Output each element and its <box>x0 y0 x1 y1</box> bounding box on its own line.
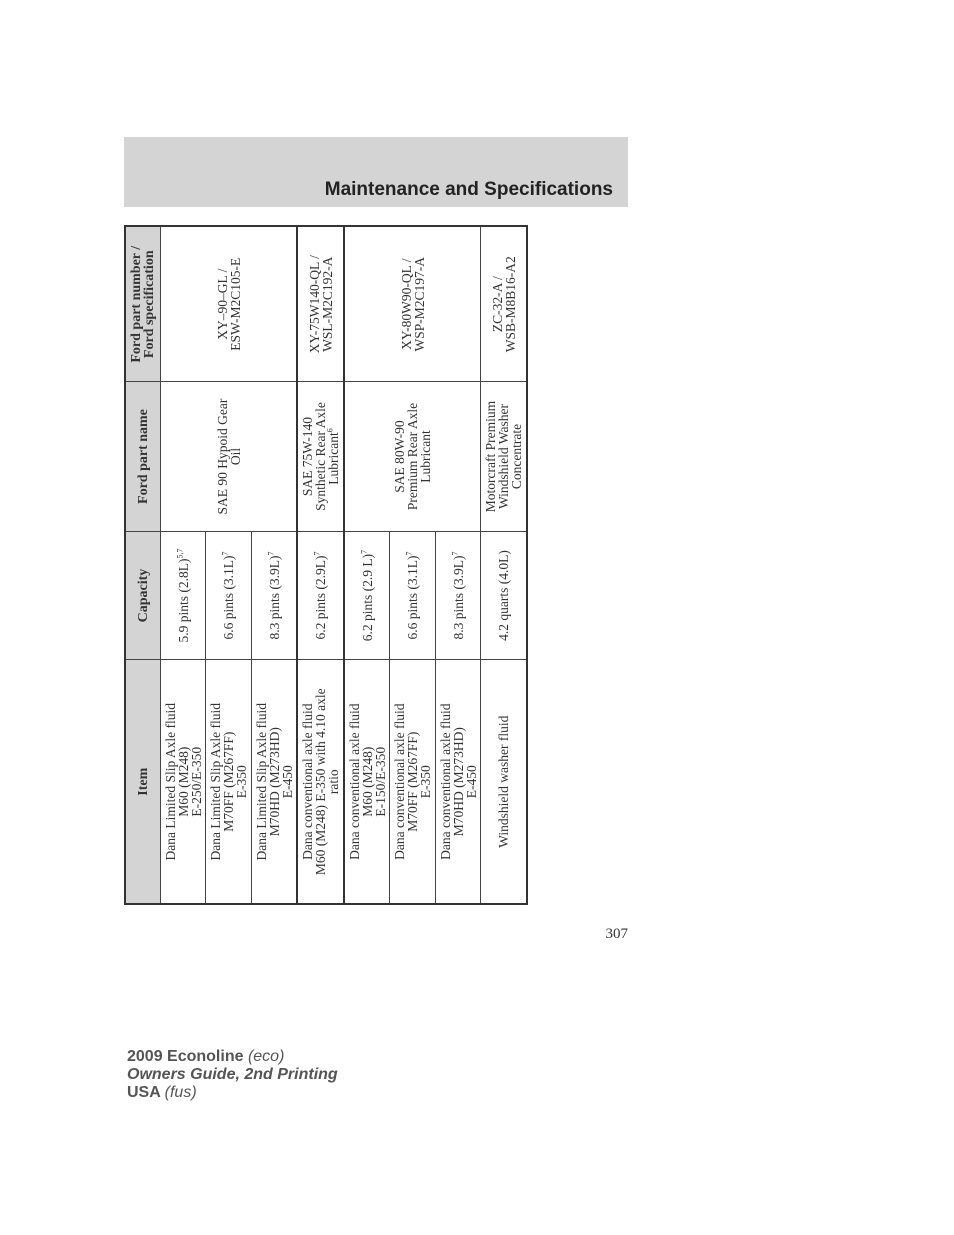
item-line: E-450 <box>279 765 295 799</box>
footer-line-3 <box>127 1084 338 1102</box>
part-number-line: XY–90–GL / <box>214 268 230 340</box>
part-name-cell <box>161 382 298 531</box>
item-cell <box>481 660 527 904</box>
table-header-row <box>125 226 161 904</box>
part-name-cell <box>481 382 527 531</box>
item-line: Dana Limited Slip Axle fluid <box>162 702 178 861</box>
column-header-capacity: Capacity <box>125 531 161 660</box>
part-name-line: SAE 80W-90 <box>392 420 408 493</box>
footer-line-1 <box>127 1048 338 1066</box>
capacity-value: 6.6 pints (3.1L) <box>221 555 237 640</box>
part-number-line: WSP-M2C197-A <box>411 256 427 352</box>
item-cell <box>206 660 251 904</box>
item-line: E-150/E-350 <box>372 746 388 817</box>
table-row <box>344 226 390 904</box>
document-footer <box>127 1048 338 1102</box>
item-cell <box>390 660 435 904</box>
part-number-line: WSB-M8B16-A2 <box>502 256 518 353</box>
capacity-value: 6.2 pints (2.9 L) <box>359 553 375 642</box>
part-number-line: XY-80W90-QL / <box>398 258 414 350</box>
part-name-line: Synthetic Rear Axle <box>313 402 329 511</box>
part-name-line: SAE 90 Hypoid Gear <box>214 398 230 515</box>
part-name-line: Lubricant <box>418 430 434 483</box>
part-number-cell <box>344 226 481 382</box>
item-cell <box>344 660 390 904</box>
item-line: Dana Limited Slip Axle fluid <box>253 702 269 861</box>
item-cell <box>251 660 297 904</box>
item-line: M70FF (M267FF) <box>405 731 421 832</box>
capacity-cell <box>435 531 480 660</box>
footer-model-code: (eco) <box>247 1048 285 1065</box>
item-line: M60 (M248) <box>175 746 191 817</box>
part-name-line: Concentrate <box>509 423 525 490</box>
item-line: Dana conventional axle fluid <box>392 703 408 860</box>
footer-market-code: (fus) <box>164 1084 197 1101</box>
item-line: E-250/E-350 <box>188 746 204 817</box>
footer-model: 2009 Econoline <box>127 1048 244 1065</box>
footer-market: USA <box>127 1084 161 1101</box>
item-line: E-350 <box>234 765 250 799</box>
capacity-value: 8.3 pints (3.9L) <box>266 555 282 640</box>
capacity-cell <box>481 531 527 660</box>
part-name-line: Premium Rear Axle <box>405 402 421 511</box>
page-number: 307 <box>605 926 628 942</box>
column-header-item: Item <box>125 660 161 904</box>
footnote-ref: 7 <box>220 551 230 556</box>
part-number-line: XY-75W140-QL / <box>306 255 322 354</box>
item-line: E-350 <box>418 765 434 799</box>
part-number-line: ESW-M2C105-E <box>227 257 243 351</box>
column-header-part-number: Ford part number / Ford specification <box>125 226 161 382</box>
part-number-line: WSL-M2C192-A <box>319 256 335 352</box>
capacity-value: 4.2 quarts (4.0L) <box>496 550 512 641</box>
part-number-cell <box>297 226 344 382</box>
item-line: M70FF (M267FF) <box>221 731 237 832</box>
capacity-cell <box>251 531 297 660</box>
capacity-value: 8.3 pints (3.9L) <box>450 555 466 640</box>
part-name-line: Oil <box>227 447 243 466</box>
item-line: Dana conventional axle fluid <box>300 703 316 860</box>
item-line: E-450 <box>463 765 479 799</box>
part-name-line: Windshield Washer <box>496 404 512 510</box>
item-line: M60 (M248) E-350 with 4.10 axle <box>313 688 329 876</box>
footnote-ref: 6 <box>325 428 335 433</box>
part-name-cell <box>297 382 344 531</box>
item-line: Dana conventional axle fluid <box>437 703 453 860</box>
part-number-cell <box>481 226 527 382</box>
item-line: M60 (M248) <box>359 746 375 817</box>
item-cell <box>435 660 480 904</box>
section-title: Maintenance and Specifications <box>324 179 613 200</box>
item-line: ratio <box>326 769 342 795</box>
specifications-table <box>124 225 528 905</box>
footnote-ref: 7 <box>450 551 460 556</box>
capacity-cell <box>297 531 344 660</box>
part-name-line: Lubricant <box>326 432 342 485</box>
item-cell <box>297 660 344 904</box>
item-line: Dana conventional axle fluid <box>346 703 362 860</box>
table-row <box>297 226 344 904</box>
item-line: M70HD (M273HD) <box>450 727 466 837</box>
capacity-cell <box>390 531 435 660</box>
footer-line-2: Owners Guide, 2nd Printing <box>127 1066 338 1083</box>
footnote-ref: 7 <box>266 551 276 556</box>
part-name-line: Motorcraft Premium <box>483 400 499 513</box>
column-header-part-name: Ford part name <box>125 382 161 531</box>
section-header-band <box>124 137 628 207</box>
capacity-cell <box>206 531 251 660</box>
capacity-value: 5.9 pints (2.8L) <box>175 558 191 643</box>
table-row <box>161 226 206 904</box>
item-line: Dana Limited Slip Axle fluid <box>208 702 224 861</box>
item-cell <box>161 660 206 904</box>
footnote-ref: 7 <box>312 551 322 556</box>
capacity-cell <box>344 531 390 660</box>
capacity-cell <box>161 531 206 660</box>
footnote-ref: 7 <box>359 549 369 554</box>
footnote-ref: 7 <box>404 551 414 556</box>
part-name-line: SAE 75W-140 <box>300 416 316 497</box>
footnote-ref: 5,7 <box>175 548 185 559</box>
part-number-line: ZC-32-A / <box>489 276 505 333</box>
capacity-value: 6.2 pints (2.9L) <box>313 555 329 640</box>
part-name-cell <box>344 382 481 531</box>
part-number-cell <box>161 226 298 382</box>
specifications-table-wrapper <box>124 225 528 905</box>
table-row <box>481 226 527 904</box>
capacity-value: 6.6 pints (3.1L) <box>405 555 421 640</box>
item-line: M70HD (M273HD) <box>266 727 282 837</box>
item-line: Windshield washer fluid <box>496 715 512 848</box>
